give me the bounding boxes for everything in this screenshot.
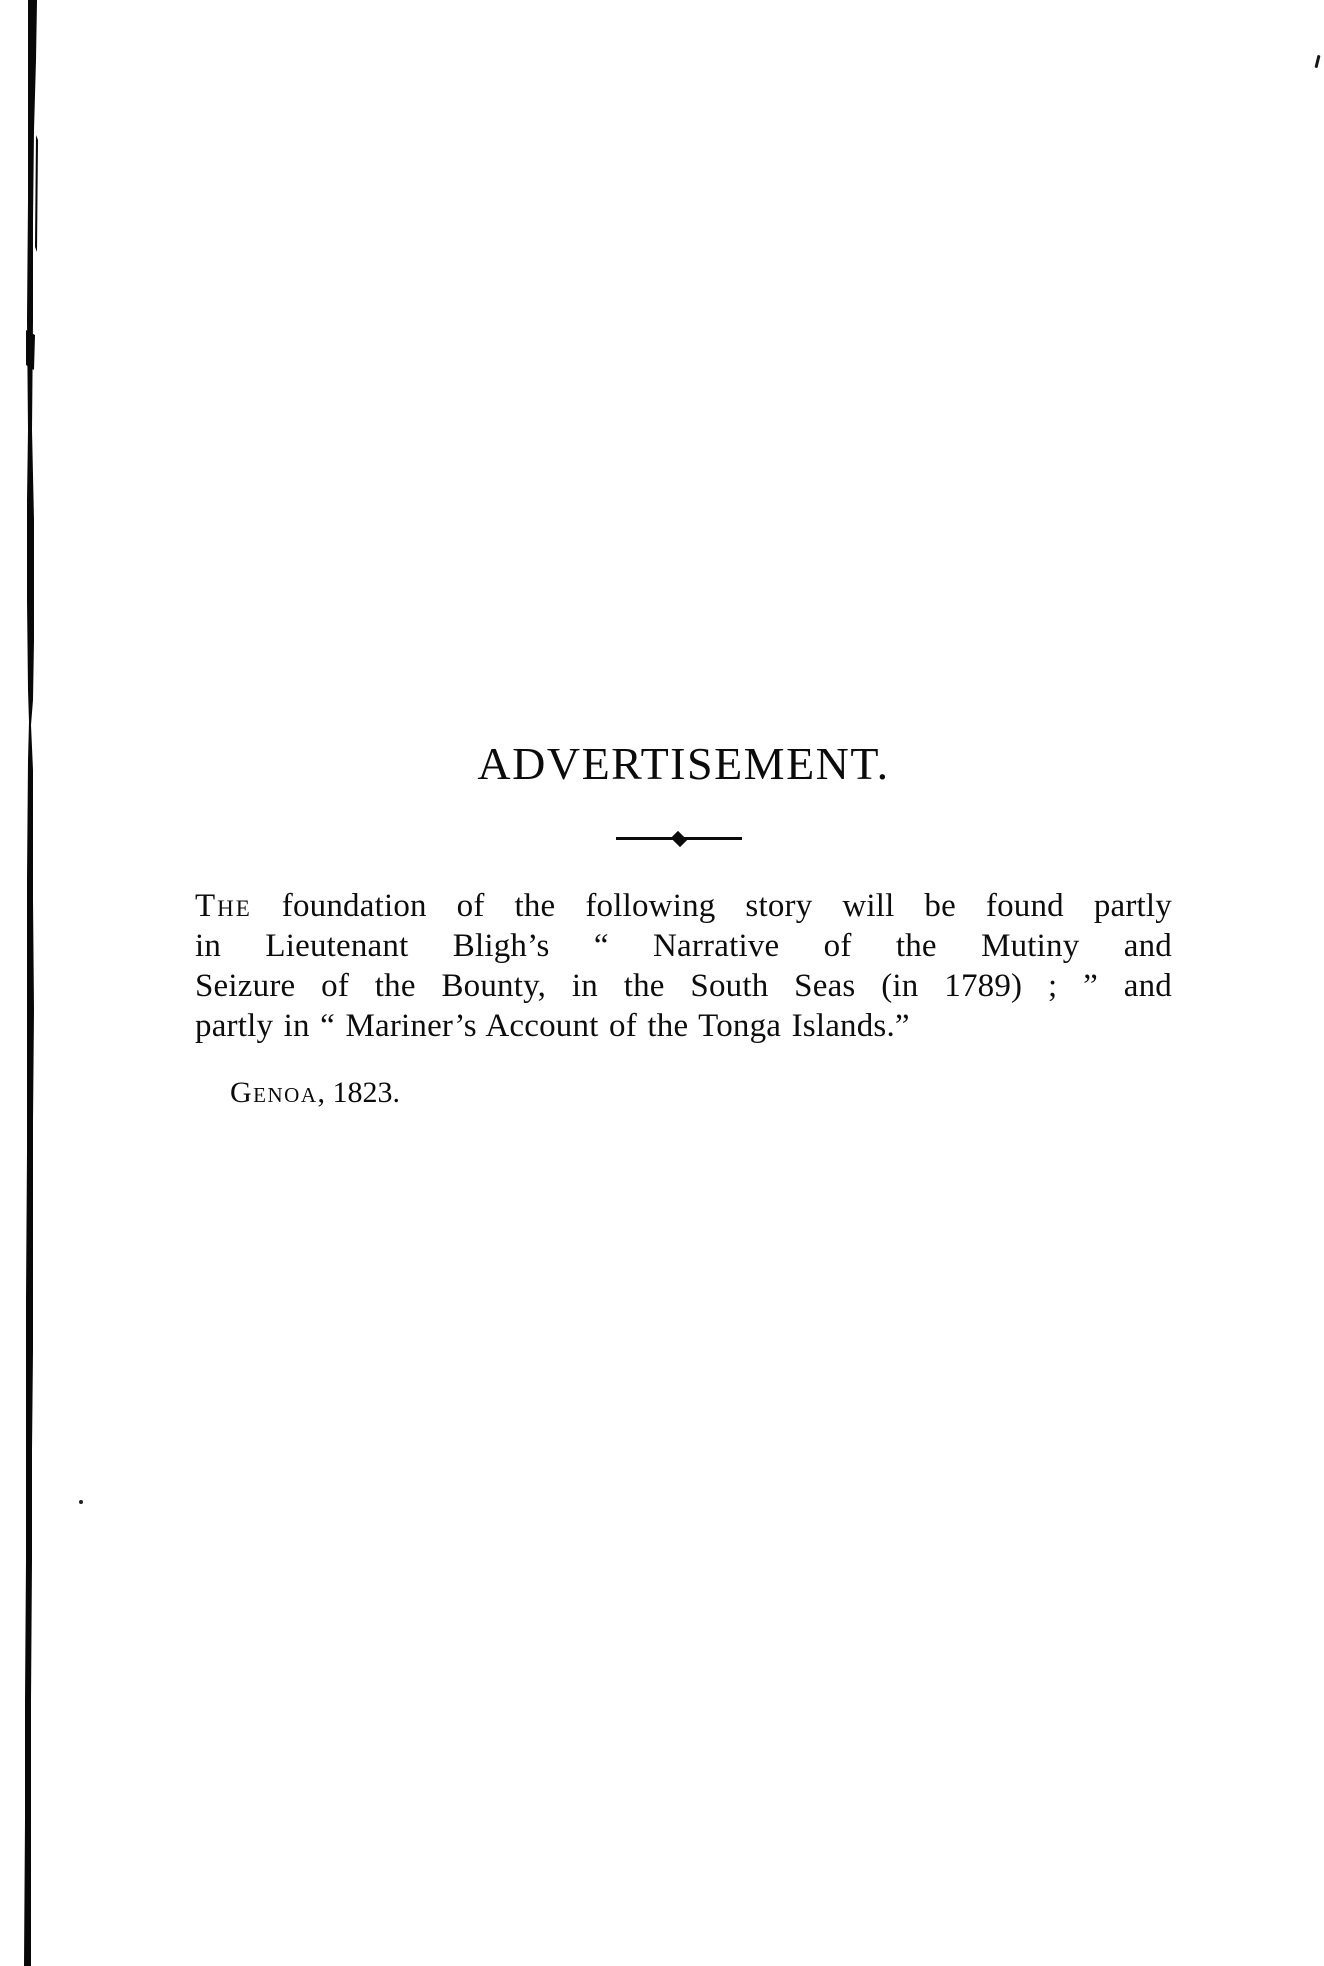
signature-place-smallcaps: Genoa [230, 1076, 318, 1109]
advertisement-paragraph [195, 886, 1172, 1046]
page-title: ADVERTISEMENT. [477, 738, 890, 789]
text-line-3: Seizure of the Bounty, in the South Seas (in 1789) ; ” and [195, 968, 1172, 1004]
lead-word-smallcaps: The [195, 888, 252, 924]
signature-line [230, 1074, 400, 1112]
text-line-4: partly in “ Mariner’s Account of the Tonga Islands.” [195, 1008, 910, 1044]
diamond-ornament-icon [671, 830, 687, 846]
ink-speck [79, 1500, 83, 1504]
stray-ink-mark [1314, 55, 1320, 68]
text-line-1-rest: foundation of the following story will be found partly [251, 888, 1172, 924]
text-line-1 [195, 886, 1172, 926]
signature-date: , 1823. [317, 1076, 400, 1109]
decorative-rule [616, 837, 742, 840]
text-line-2: in Lieutenant Bligh’s “ Narrative of the Mutiny and [195, 928, 1172, 964]
binding-shadow-line [0, 0, 60, 1966]
